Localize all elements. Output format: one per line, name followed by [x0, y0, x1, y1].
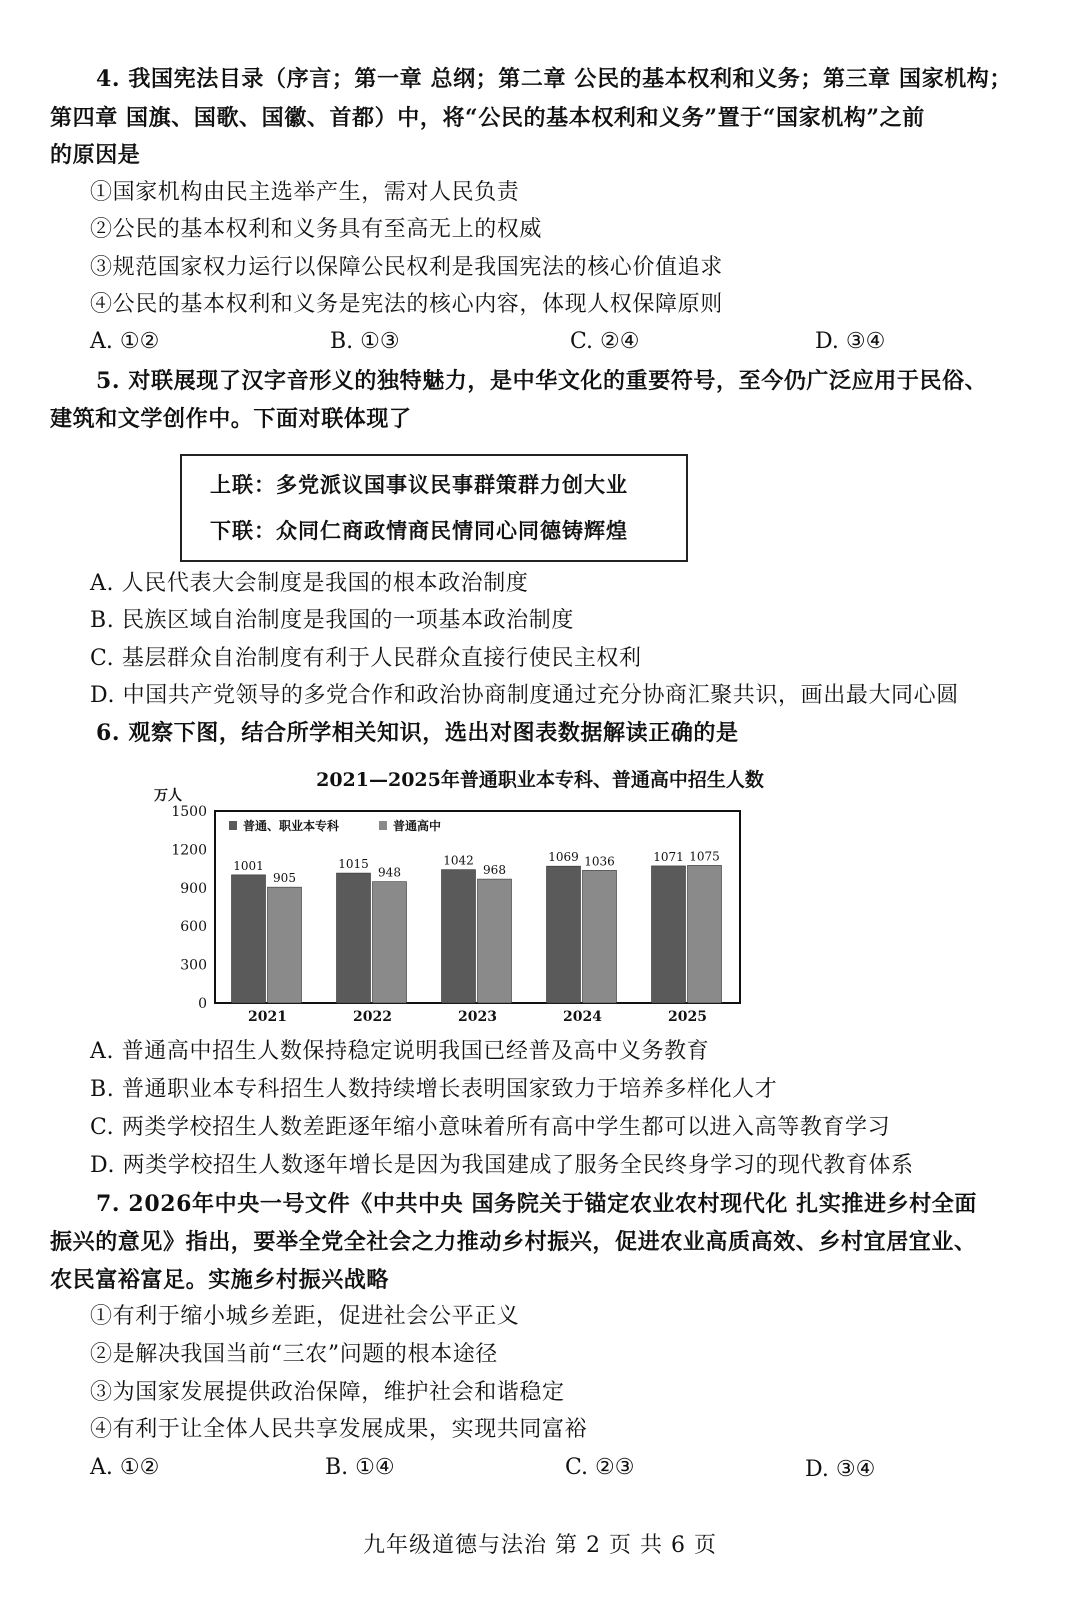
bar-value-label: 1071 — [653, 849, 684, 864]
legend-label: 普通、职业本专科 — [243, 819, 340, 833]
bar-vocational — [337, 873, 371, 1003]
q7-item-4: ④有利于让全体人民共享发展成果，实现共同富裕 — [90, 1417, 588, 1442]
x-tick-label: 2025 — [668, 1009, 707, 1025]
bar-value-label: 968 — [483, 863, 506, 878]
couplet-lower: 下联：众同仁商政情商民情同心同德铸辉煌 — [210, 518, 628, 543]
q7-option-a[interactable]: A. ①② — [90, 1455, 160, 1480]
y-tick-label: 1500 — [171, 804, 207, 820]
bar-value-label: 1069 — [548, 850, 579, 865]
y-tick-label: 300 — [180, 957, 207, 974]
q6-stem: 6. 观察下图，结合所学相关知识，选出对图表数据解读正确的是 — [96, 720, 739, 746]
q7-option-b[interactable]: B. ①④ — [325, 1455, 395, 1480]
x-tick-label: 2022 — [353, 1009, 392, 1025]
bar-highschool — [373, 882, 407, 1003]
y-tick-label: 900 — [180, 880, 207, 897]
bar-vocational — [652, 866, 686, 1003]
q6-option-d[interactable]: D. 两类学校招生人数逐年增长是因为我国建成了服务全民终身学习的现代教育体系 — [90, 1153, 914, 1178]
bar-highschool — [268, 887, 302, 1003]
q5-option-b[interactable]: B. 民族区域自治制度是我国的一项基本政治制度 — [90, 608, 574, 633]
bar-highschool — [583, 870, 617, 1003]
q4-stem-line-3: 的原因是 — [50, 142, 141, 168]
y-tick-label: 0 — [198, 996, 207, 1012]
bar-value-label: 1075 — [689, 849, 720, 864]
legend-label: 普通高中 — [393, 819, 442, 833]
q7-stem-line-1: 7. 2026年中央一号文件《中共中央 国务院关于锚定农业农村现代化 扎实推进乡村全面 — [96, 1191, 977, 1217]
q4-item-1: ①国家机构由民主选举产生，需对人民负责 — [90, 180, 520, 205]
bar-value-label: 1015 — [338, 857, 369, 872]
q4-stem-line-2: 第四章 国旗、国歌、国徽、首都）中，将“公民的基本权利和义务”置于“国家机构”之前 — [50, 105, 925, 131]
enrollment-bar-chart — [140, 786, 780, 1026]
page-footer: 九年级道德与法治 第 2 页 共 6 页 — [363, 1533, 717, 1558]
x-tick-label: 2021 — [248, 1009, 287, 1025]
q4-item-4: ④公民的基本权利和义务是宪法的核心内容，体现人权保障原则 — [90, 292, 723, 317]
q5-option-a[interactable]: A. 人民代表大会制度是我国的根本政治制度 — [90, 571, 529, 596]
q6-option-c[interactable]: C. 两类学校招生人数差距逐年缩小意味着所有高中学生都可以进入高等教育学习 — [90, 1115, 891, 1140]
y-tick-label: 1200 — [171, 842, 207, 859]
bar-vocational — [232, 875, 266, 1003]
bar-highschool — [478, 879, 512, 1003]
y-axis-unit-label: 万人 — [154, 788, 182, 804]
couplet-box — [180, 454, 688, 562]
q5-option-c[interactable]: C. 基层群众自治制度有利于人民群众直接行使民主权利 — [90, 646, 642, 671]
q6-option-a[interactable]: A. 普通高中招生人数保持稳定说明我国已经普及高中义务教育 — [90, 1039, 710, 1064]
q4-option-a[interactable]: A. ①② — [90, 329, 160, 354]
q5-stem-line-2: 建筑和文学创作中。下面对联体现了 — [50, 406, 412, 432]
legend-swatch — [229, 821, 237, 830]
q5-stem-line-1: 5. 对联展现了汉字音形义的独特魅力，是中华文化的重要符号，至今仍广泛应用于民俗、 — [96, 368, 988, 394]
couplet-upper: 上联：多党派议国事议民事群策群力创大业 — [210, 472, 628, 497]
q7-stem-line-3: 农民富裕富足。实施乡村振兴战略 — [50, 1267, 390, 1293]
bar-value-label: 1042 — [443, 853, 474, 868]
bar-value-label: 1036 — [584, 854, 615, 869]
q5-option-d[interactable]: D. 中国共产党领导的多党合作和政治协商制度通过充分协商汇聚共识，画出最大同心圆 — [90, 683, 959, 708]
bar-vocational — [442, 870, 476, 1003]
chart-title: 2021—2025年普通职业本专科、普通高中招生人数 — [316, 769, 764, 791]
x-tick-label: 2023 — [458, 1009, 497, 1025]
legend-swatch — [379, 821, 387, 830]
q4-item-3: ③规范国家权力运行以保障公民权利是我国宪法的核心价值追求 — [90, 255, 723, 280]
bar-value-label: 948 — [378, 865, 401, 880]
q4-item-2: ②公民的基本权利和义务具有至高无上的权威 — [90, 217, 543, 242]
q4-option-b[interactable]: B. ①③ — [330, 329, 400, 354]
bar-value-label: 905 — [273, 871, 296, 886]
q7-stem-line-2: 振兴的意见》指出，要举全党全社会之力推动乡村振兴，促进农业高质高效、乡村宜居宜业、 — [50, 1229, 977, 1255]
q7-item-3: ③为国家发展提供政治保障，维护社会和谐稳定 — [90, 1380, 565, 1405]
q4-option-c[interactable]: C. ②④ — [570, 329, 640, 354]
q7-item-2: ②是解决我国当前“三农”问题的根本途径 — [90, 1342, 498, 1367]
q4-option-d[interactable]: D. ③④ — [815, 329, 886, 354]
x-tick-label: 2024 — [563, 1009, 602, 1025]
q6-option-b[interactable]: B. 普通职业本专科招生人数持续增长表明国家致力于培养多样化人才 — [90, 1077, 778, 1102]
bar-value-label: 1001 — [233, 858, 264, 873]
q7-item-1: ①有利于缩小城乡差距，促进社会公平正义 — [90, 1304, 520, 1329]
y-tick-label: 600 — [180, 919, 207, 936]
q7-option-d[interactable]: D. ③④ — [805, 1457, 876, 1482]
bar-highschool — [688, 865, 722, 1003]
bar-vocational — [547, 866, 581, 1003]
q7-option-c[interactable]: C. ②③ — [565, 1455, 635, 1480]
q4-stem-line-1: 4. 我国宪法目录（序言；第一章 总纲；第二章 公民的基本权利和义务；第三章 国家机构； — [96, 66, 1013, 92]
